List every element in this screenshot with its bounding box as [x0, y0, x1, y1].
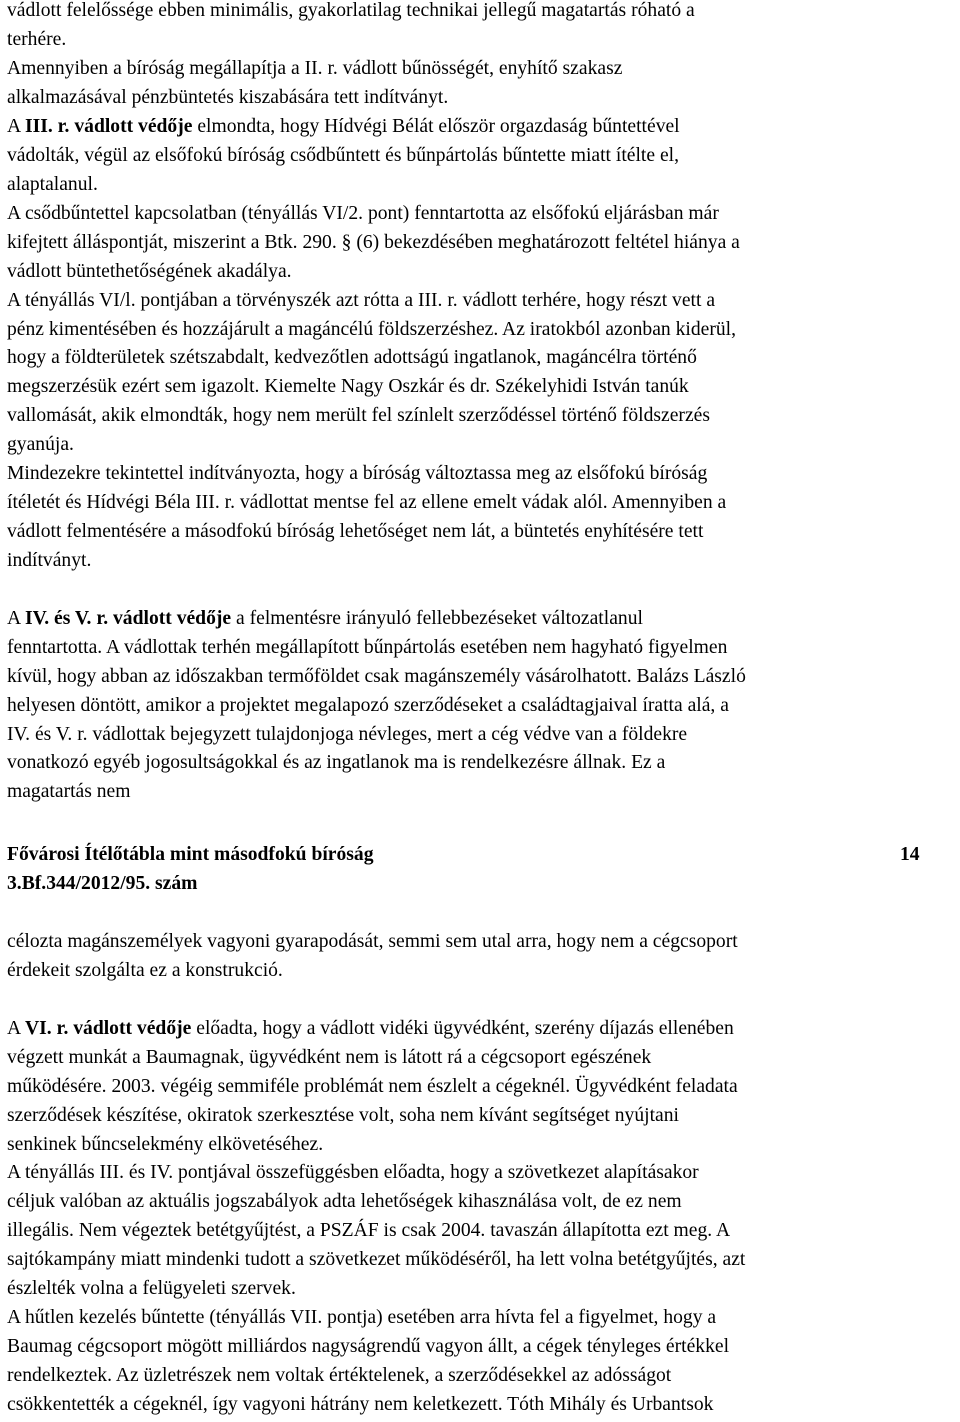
court-name-line	[7, 841, 950, 870]
text-line: vallomását, akik elmondták, hogy nem merült fel színlelt szerződéssel történő földszerzés	[7, 405, 710, 427]
speaker-heading: IV. és V. r. vádlott védője	[24, 608, 232, 629]
text-line: magatartás nem	[7, 781, 131, 803]
paragraph-text: elmondta, hogy Hídvégi Bélát először orgazdaság bűntettével	[197, 116, 680, 137]
speaker-heading: VI. r. vádlott védője	[24, 1018, 192, 1039]
text-line: hogy a földterületek szétszabdalt, kedvezőtlen adottságú ingatlanok, magáncélra történő	[7, 347, 697, 369]
text-line: csökkentették a cégeknél, így vagyoni hátrány nem keletkezett. Tóth Mihály és Urbantsok	[7, 1393, 714, 1415]
text-line: észlelték volna a felügyeleti szervek.	[7, 1278, 296, 1300]
text-line: rendelkeztek. Az üzletrészek nem voltak értéktelenek, a szerződésekkel az adósságot	[7, 1364, 672, 1386]
text-line	[7, 113, 950, 142]
text-line: helyesen döntött, amikor a projektet megalapozó szerződéseket a családtagjaival íratta alá, a	[7, 694, 729, 716]
text-line: vádolták, végül az elsőfokú bíróság csődbűntett és bűnpártolás bűntette miatt ítélte el,	[7, 144, 679, 166]
paragraph-defense-iv-v	[7, 605, 950, 807]
text-line: vádlott felmentésére a másodfokú bíróság lehetőséget nem lát, a büntetés enyhítésére tett	[7, 520, 704, 542]
text-line: kifejtett álláspontját, miszerint a Btk. 290. § (6) bekezdésében meghatározott feltétel hiánya a	[7, 231, 740, 253]
text-line: alaptalanul.	[7, 173, 98, 195]
paragraph-text: előadta, hogy a vádlott vidéki ügyvédként, szerény díjazás ellenében	[196, 1018, 734, 1039]
page-number: 14	[900, 844, 920, 865]
paragraph-text: a felmentésre irányuló fellebbezéseket változatlanul	[236, 608, 643, 629]
case-number: 3.Bf.344/2012/95. szám	[7, 872, 198, 894]
text-line	[7, 1015, 950, 1044]
paragraph-defense-vi	[7, 1015, 950, 1419]
text-line: indítványt.	[7, 549, 92, 571]
text-line: érdekeit szolgálta ez a konstrukció.	[7, 959, 283, 981]
text-line: Mindezekre tekintettel indítványozta, hogy a bíróság változtassa meg az elsőfokú bíróság	[7, 463, 708, 485]
text-line: A csődbűntettel kapcsolatban (tényállás VI/2. pont) fenntartotta az elsőfokú eljárásban már	[7, 203, 719, 224]
text-line: senkinek bűncselekmény elkövetéséhez.	[7, 1133, 324, 1155]
text-line: céljuk valóban az aktuális jogszabályok adta lehetőségek kihasználása volt, de ez nem	[7, 1191, 682, 1213]
text-line: vádlott felelőssége ebben minimális, gyakorlatilag technikai jellegű magatartás róható a	[7, 0, 695, 21]
text-line: célozta magánszemélyek vagyoni gyarapodását, semmi sem utal arra, hogy nem a cégcsoport	[7, 931, 738, 952]
text-line: fenntartotta. A vádlottak terhén megállapított bűnpártolás esetében nem hagyható figyelmen	[7, 636, 728, 658]
text-line: megszerzésük ezért sem igazolt. Kiemelte Nagy Oszkár és dr. Székelyhidi István tanúk	[7, 376, 689, 398]
paragraph-defense-iii	[7, 113, 950, 200]
paragraph-lead: A	[7, 608, 21, 629]
text-line: IV. és V. r. vádlottak bejegyzett tulajdonjoga névleges, mert a cég védve van a földekre	[7, 723, 688, 745]
paragraph-continuation	[7, 928, 950, 986]
text-line	[7, 605, 950, 634]
text-line: illegális. Nem végeztek betétgyűjtést, a PSZÁF is csak 2004. tavaszán állapította ezt meg. A	[7, 1220, 731, 1242]
text-line: sajtókampány miatt mindenki tudott a szövetkezet működéséről, ha lett volna betétgyűjtés, azt	[7, 1249, 746, 1271]
text-line: Amennyiben a bíróság megállapítja a II. r. vádlott bűnösségét, enyhítő szakasz	[7, 57, 623, 79]
text-line: ítéletét és Hídvégi Béla III. r. vádlottat mentse fel az ellene emelt vádak alól. Amennyiben a	[7, 491, 727, 513]
text-line: terhére.	[7, 28, 67, 50]
paragraph-defense-ii	[7, 0, 950, 113]
text-line: alkalmazásával pénzbüntetés kiszabására tett indítványt.	[7, 86, 449, 108]
text-line: végzett munkát a Baumagnak, ügyvédként nem is látott rá a cégcsoport egészének	[7, 1046, 652, 1068]
text-line: szerződések készítése, okiratok szerkesztése volt, soha nem kívánt segítséget nyújtani	[7, 1104, 679, 1126]
text-line: A hűtlen kezelés bűntette (tényállás VII. pontja) esetében arra hívta fel a figyelmet, hogy a	[7, 1306, 717, 1328]
page-header	[7, 841, 950, 899]
paragraph-lead: A	[7, 116, 21, 137]
text-line: A tényállás VI/l. pontjában a törvényszék azt rótta a III. r. vádlott terhére, hogy részt vett a	[7, 289, 716, 311]
text-line: Baumag cégcsoport mögött milliárdos nagyságrendű vagyon állt, a cégek tényleges értékkel	[7, 1335, 730, 1357]
text-line: pénz kimentésében és hozzájárult a magáncélú földszerzéshez. Az iratokból azonban kiderül,	[7, 318, 737, 340]
text-line: gyanúja.	[7, 434, 74, 456]
text-line: A tényállás III. és IV. pontjával összefüggésben előadta, hogy a szövetkezet alapításakor	[7, 1162, 699, 1184]
paragraph-body-iii	[7, 200, 950, 576]
text-line: kívül, hogy abban az időszakban termőföldet csak magánszemély vásárolhatott. Balázs László	[7, 665, 746, 687]
text-line: vonatkozó egyéb jogosultságokkal és az ingatlanok ma is rendelkezésre állnak. Ez a	[7, 752, 666, 774]
paragraph-lead: A	[7, 1018, 21, 1039]
court-name: Fővárosi Ítélőtábla mint másodfokú bíróság	[7, 844, 374, 865]
speaker-heading: III. r. vádlott védője	[24, 116, 193, 137]
text-line: vádlott büntethetőségének akadálya.	[7, 260, 292, 282]
text-line: működésére. 2003. végéig semmiféle problémát nem észlelt a cégeknél. Ügyvédként feladata	[7, 1075, 738, 1097]
